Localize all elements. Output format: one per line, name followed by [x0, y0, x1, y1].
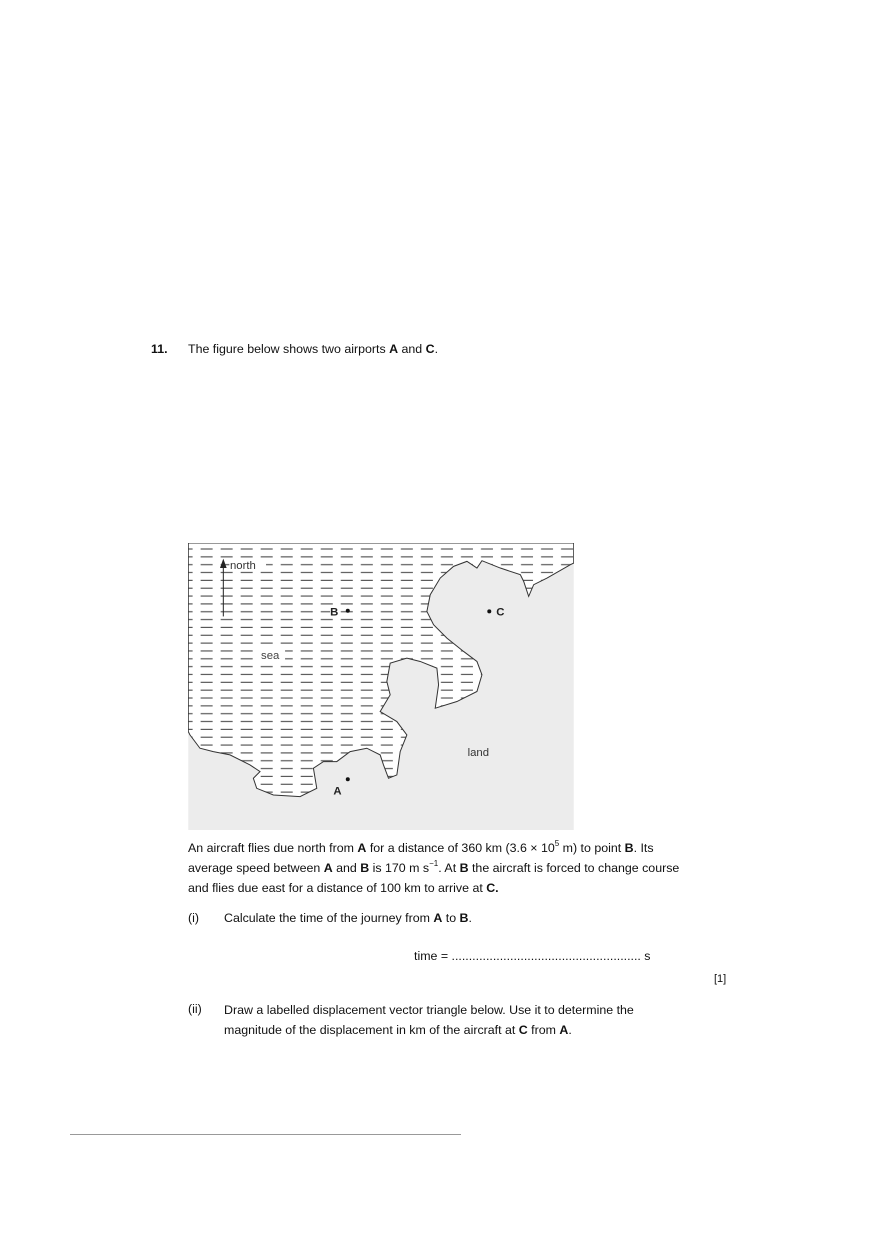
- north-label: north: [229, 560, 256, 573]
- time-answer-field[interactable]: time = ....................................................... s: [414, 949, 651, 963]
- part-ii-label: (ii): [188, 1002, 202, 1016]
- question-intro: The figure below shows two airports A and C.: [188, 342, 439, 356]
- question-number: 11.: [151, 342, 168, 356]
- point-a-dot: [346, 777, 350, 781]
- part-ii-question: Draw a labelled displacement vector triangle below. Use it to determine the magnitude of the displacement in km of the aircraft at C from A.: [224, 1003, 634, 1037]
- point-c-label: C: [496, 606, 505, 619]
- part-i-label: (i): [188, 911, 200, 925]
- sea-label: sea: [261, 650, 280, 663]
- problem-statement: An aircraft flies due north from A for a distance of 360 km ($3.6 \times 10^5$ m) to point B. Its average speed between A and B is 170 m $s^{-1}$. At B the aircraft is forced to change course and flies due east for a distance of 100 km to arrive at C.: [188, 839, 680, 895]
- footnote-divider: [70, 1134, 461, 1135]
- land-label: land: [467, 746, 490, 759]
- point-b-dot: [346, 609, 350, 613]
- airport-map-figure: [188, 543, 574, 830]
- part-i-marks: [1]: [714, 973, 727, 985]
- point-a-label: A: [333, 785, 342, 798]
- point-b-label: B: [330, 606, 339, 619]
- part-i-question: Calculate the time of the journey from A to B.: [224, 911, 472, 925]
- point-c-dot: [487, 609, 491, 613]
